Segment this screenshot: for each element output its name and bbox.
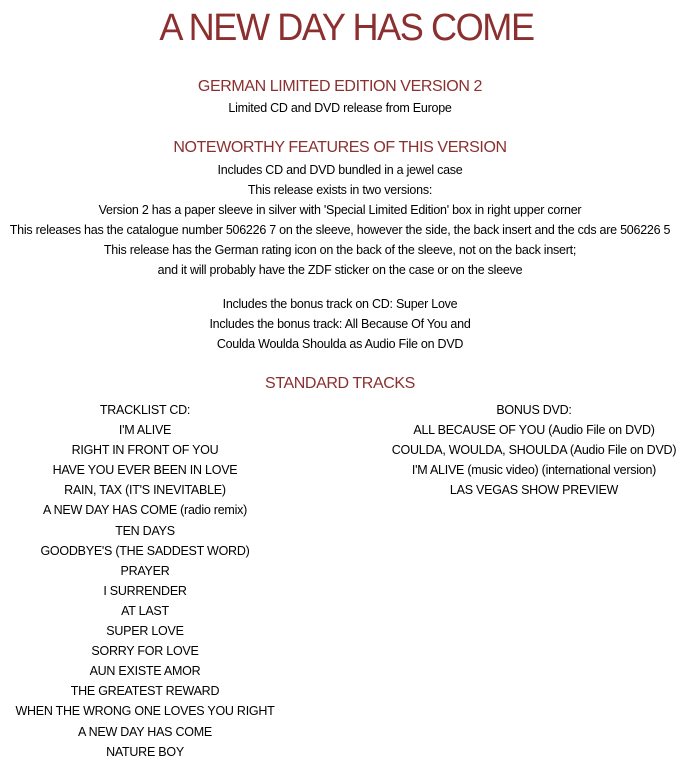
edition-subtitle: Limited CD and DVD release from Europe	[228, 101, 452, 115]
cd-track: GOODBYE'S (THE SADDEST WORD)	[40, 543, 250, 558]
cd-track: AT LAST	[121, 603, 169, 618]
cd-track: SUPER LOVE	[106, 624, 184, 639]
cd-track: THE GREATEST REWARD	[70, 684, 220, 699]
feature-line: This release has the German rating icon on the back of the sleeve, not on the back insert;	[103, 243, 577, 257]
feature-line: and it will probably have the ZDF sticker on the case or on the sleeve	[157, 263, 523, 277]
cd-tracklist	[0, 400, 290, 762]
cd-track: AUN EXISTE AMOR	[89, 664, 201, 679]
cd-track: RIGHT IN FRONT OF YOU	[71, 443, 219, 458]
cd-track: TEN DAYS	[115, 523, 175, 538]
edition-heading: GERMAN LIMITED EDITION VERSION 2	[197, 78, 483, 95]
cd-track: I'M ALIVE	[118, 423, 172, 438]
cd-track: I SURRENDER	[103, 583, 187, 598]
bonus-line: Includes the bonus track: All Because Of You and	[209, 317, 471, 331]
cd-track: SORRY FOR LOVE	[91, 644, 199, 659]
cd-track: RAIN, TAX (IT'S INEVITABLE)	[64, 483, 226, 498]
feature-line: Includes CD and DVD bundled in a jewel case	[217, 163, 463, 177]
dvd-tracklist	[388, 400, 680, 500]
tracks-heading: STANDARD TRACKS	[265, 375, 415, 392]
cd-track: A NEW DAY HAS COME	[78, 724, 212, 739]
bonus-line: Includes the bonus track on CD: Super Love	[222, 297, 458, 311]
feature-line: Version 2 has a paper sleeve in silver with 'Special Limited Edition' box in right upper corner	[98, 203, 582, 217]
cd-track: A NEW DAY HAS COME (radio remix)	[42, 503, 248, 518]
features-heading: NOTEWORTHY FEATURES OF THIS VERSION	[173, 139, 507, 156]
page-title: A NEW DAY HAS COME	[159, 7, 534, 49]
dvd-tracklist-label: BONUS DVD:	[496, 403, 572, 417]
dvd-track: I'M ALIVE (music video) (international version)	[411, 463, 657, 478]
dvd-track: COULDA, WOULDA, SHOULDA (Audio File on DVD)	[391, 443, 677, 458]
cd-track: PRAYER	[120, 563, 170, 578]
feature-line: This releases has the catalogue number 506226 7 on the sleeve, however the side, the back insert and the cds are 506226 5	[9, 223, 671, 237]
cd-track: HAVE YOU EVER BEEN IN LOVE	[52, 463, 238, 478]
dvd-track: ALL BECAUSE OF YOU (Audio File on DVD)	[413, 423, 655, 438]
cd-track: NATURE BOY	[106, 744, 184, 759]
dvd-track: LAS VEGAS SHOW PREVIEW	[449, 483, 619, 498]
cd-track: WHEN THE WRONG ONE LOVES YOU RIGHT	[15, 704, 275, 719]
bonus-line: Coulda Woulda Shoulda as Audio File on DVD	[216, 337, 464, 351]
cd-tracklist-label: TRACKLIST CD:	[99, 403, 191, 417]
feature-line: This release exists in two versions:	[247, 183, 433, 197]
